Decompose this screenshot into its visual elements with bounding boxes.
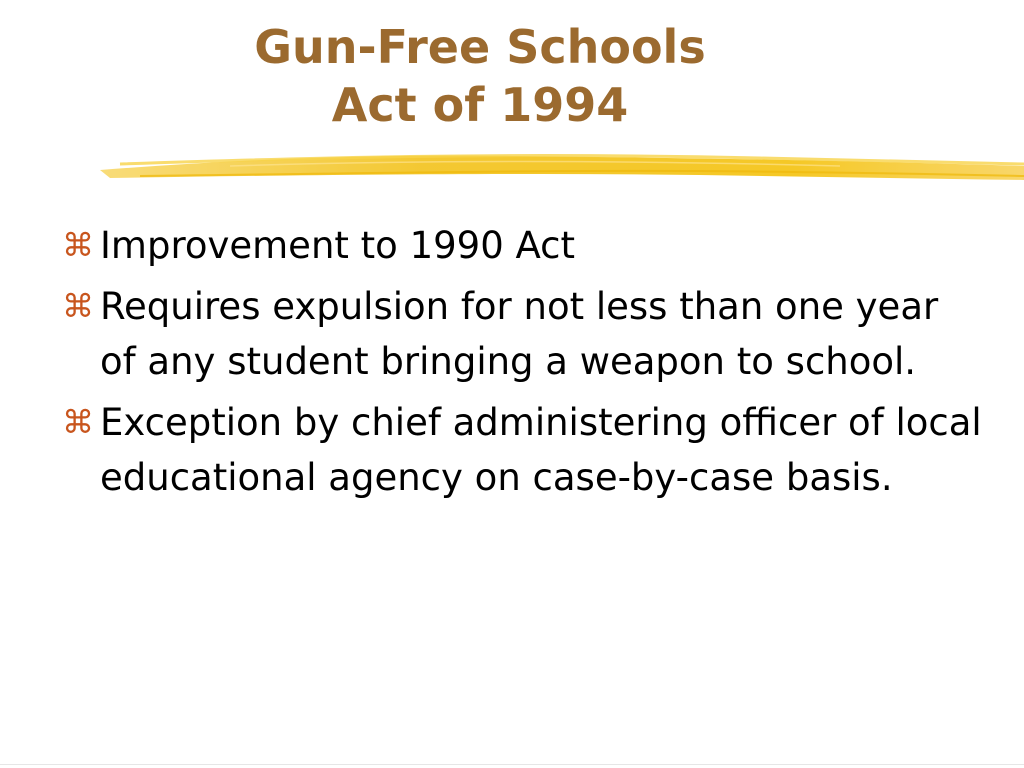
bullet-item-3 (62, 395, 982, 505)
bullet-text-3: Exception by chief administering officer of local educational agency on case-by-case basis. (100, 401, 982, 499)
bullet-item-2 (62, 279, 982, 389)
bottom-divider (0, 764, 1024, 765)
bullet-text-2: Requires expulsion for not less than one year of any student bringing a weapon to school. (100, 285, 939, 383)
bullet-item-1 (62, 218, 982, 273)
title-line-2: Act of 1994 (331, 78, 629, 132)
bullet-text-1: Improvement to 1990 Act (100, 224, 576, 267)
brush-stroke-divider (0, 140, 1024, 190)
command-symbol-icon: ⌘ (62, 403, 94, 441)
command-symbol-icon: ⌘ (62, 226, 94, 264)
slide-title (100, 18, 860, 134)
bullet-list (62, 218, 982, 511)
command-symbol-icon: ⌘ (62, 287, 94, 325)
title-line-1: Gun-Free Schools (254, 20, 706, 74)
